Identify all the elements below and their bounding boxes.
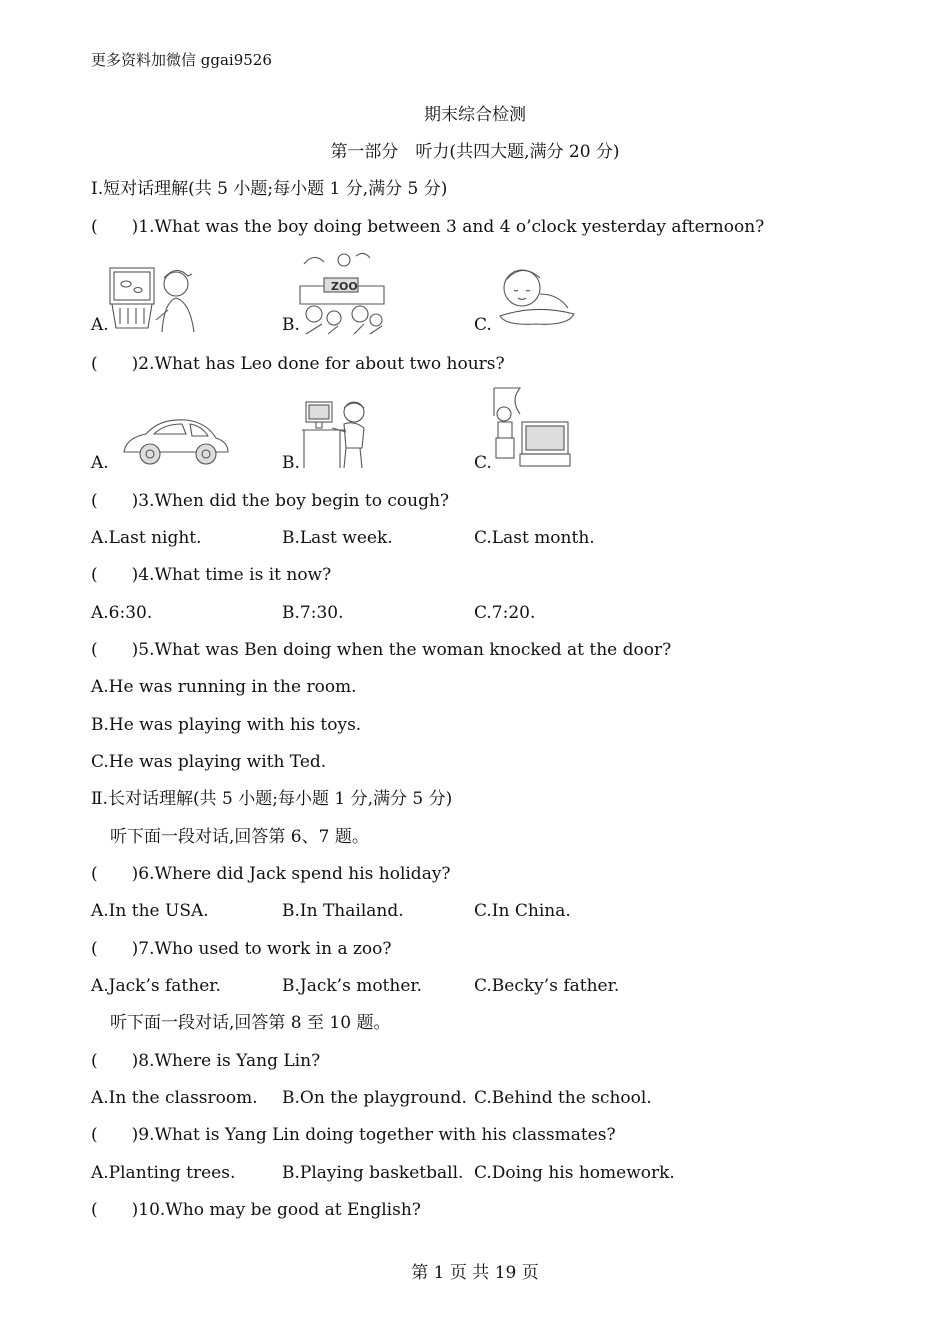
zoo-picture bbox=[298, 250, 388, 336]
q7-option-c: C.Becky’s father. bbox=[474, 976, 620, 996]
q9-option-c: C.Doing his homework. bbox=[474, 1163, 675, 1183]
question-6: ( )6.Where did Jack spend his holiday? bbox=[91, 864, 451, 884]
q1-option-a: A. bbox=[91, 315, 109, 335]
header-note: 更多资料加微信 ggai9526 bbox=[91, 51, 272, 69]
sleeping-child-picture bbox=[496, 264, 578, 330]
q3-option-a: A.Last night. bbox=[91, 528, 202, 548]
q5-option-b: B.He was playing with his toys. bbox=[91, 715, 362, 735]
section-1-title: Ⅰ.短对话理解(共 5 小题;每小题 1 分,满分 5 分) bbox=[91, 179, 448, 199]
q2-option-c: C. bbox=[474, 453, 492, 473]
question-7: ( )7.Who used to work in a zoo? bbox=[91, 939, 392, 959]
q8-option-c: C.Behind the school. bbox=[474, 1088, 652, 1108]
q2-option-b: B. bbox=[282, 453, 300, 473]
question-10: ( )10.Who may be good at English? bbox=[91, 1200, 421, 1220]
boy-at-computer-picture bbox=[300, 398, 370, 470]
part-title: 第一部分 听力(共四大题,满分 20 分) bbox=[330, 142, 620, 162]
question-9: ( )9.What is Yang Lin doing together with his classmates? bbox=[91, 1125, 616, 1145]
question-2: ( )2.What has Leo done for about two hours? bbox=[91, 354, 505, 374]
car-picture bbox=[120, 412, 232, 468]
q3-option-c: C.Last month. bbox=[474, 528, 595, 548]
q8-option-a: A.In the classroom. bbox=[91, 1088, 258, 1108]
q8-option-b: B.On the playground. bbox=[282, 1088, 467, 1108]
zoo-sign: ZOO bbox=[331, 280, 358, 293]
page-footer: 第 1 页 共 19 页 bbox=[411, 1263, 539, 1283]
question-3: ( )3.When did the boy begin to cough? bbox=[91, 491, 450, 511]
question-8: ( )8.Where is Yang Lin? bbox=[91, 1051, 321, 1071]
q1-option-c: C. bbox=[474, 315, 492, 335]
q1-option-b: B. bbox=[282, 315, 300, 335]
q4-option-c: C.7:20. bbox=[474, 603, 536, 623]
q6-option-b: B.In Thailand. bbox=[282, 901, 404, 921]
q2-option-a: A. bbox=[91, 453, 109, 473]
q9-option-a: A.Planting trees. bbox=[91, 1163, 236, 1183]
instruction-q8-q10: 听下面一段对话,回答第 8 至 10 题。 bbox=[110, 1013, 391, 1033]
q5-option-a: A.He was running in the room. bbox=[91, 677, 357, 697]
instruction-q6-q7: 听下面一段对话,回答第 6、7 题。 bbox=[110, 827, 369, 847]
q6-option-c: C.In China. bbox=[474, 901, 571, 921]
question-5: ( )5.What was Ben doing when the woman knocked at the door? bbox=[91, 640, 672, 660]
q4-option-a: A.6:30. bbox=[91, 603, 153, 623]
section-2-title: Ⅱ.长对话理解(共 5 小题;每小题 1 分,满分 5 分) bbox=[91, 789, 453, 809]
q5-option-c: C.He was playing with Ted. bbox=[91, 752, 327, 772]
q9-option-b: B.Playing basketball. bbox=[282, 1163, 464, 1183]
question-4: ( )4.What time is it now? bbox=[91, 565, 332, 585]
boy-watching-fish-picture bbox=[108, 262, 198, 336]
q4-option-b: B.7:30. bbox=[282, 603, 344, 623]
q7-option-a: A.Jack’s father. bbox=[91, 976, 221, 996]
question-1: ( )1.What was the boy doing between 3 and 4 o’clock yesterday afternoon? bbox=[91, 217, 765, 237]
q7-option-b: B.Jack’s mother. bbox=[282, 976, 423, 996]
boy-watching-tv-picture bbox=[490, 386, 572, 470]
q6-option-a: A.In the USA. bbox=[91, 901, 209, 921]
q3-option-b: B.Last week. bbox=[282, 528, 393, 548]
exam-title: 期末综合检测 bbox=[424, 105, 526, 125]
